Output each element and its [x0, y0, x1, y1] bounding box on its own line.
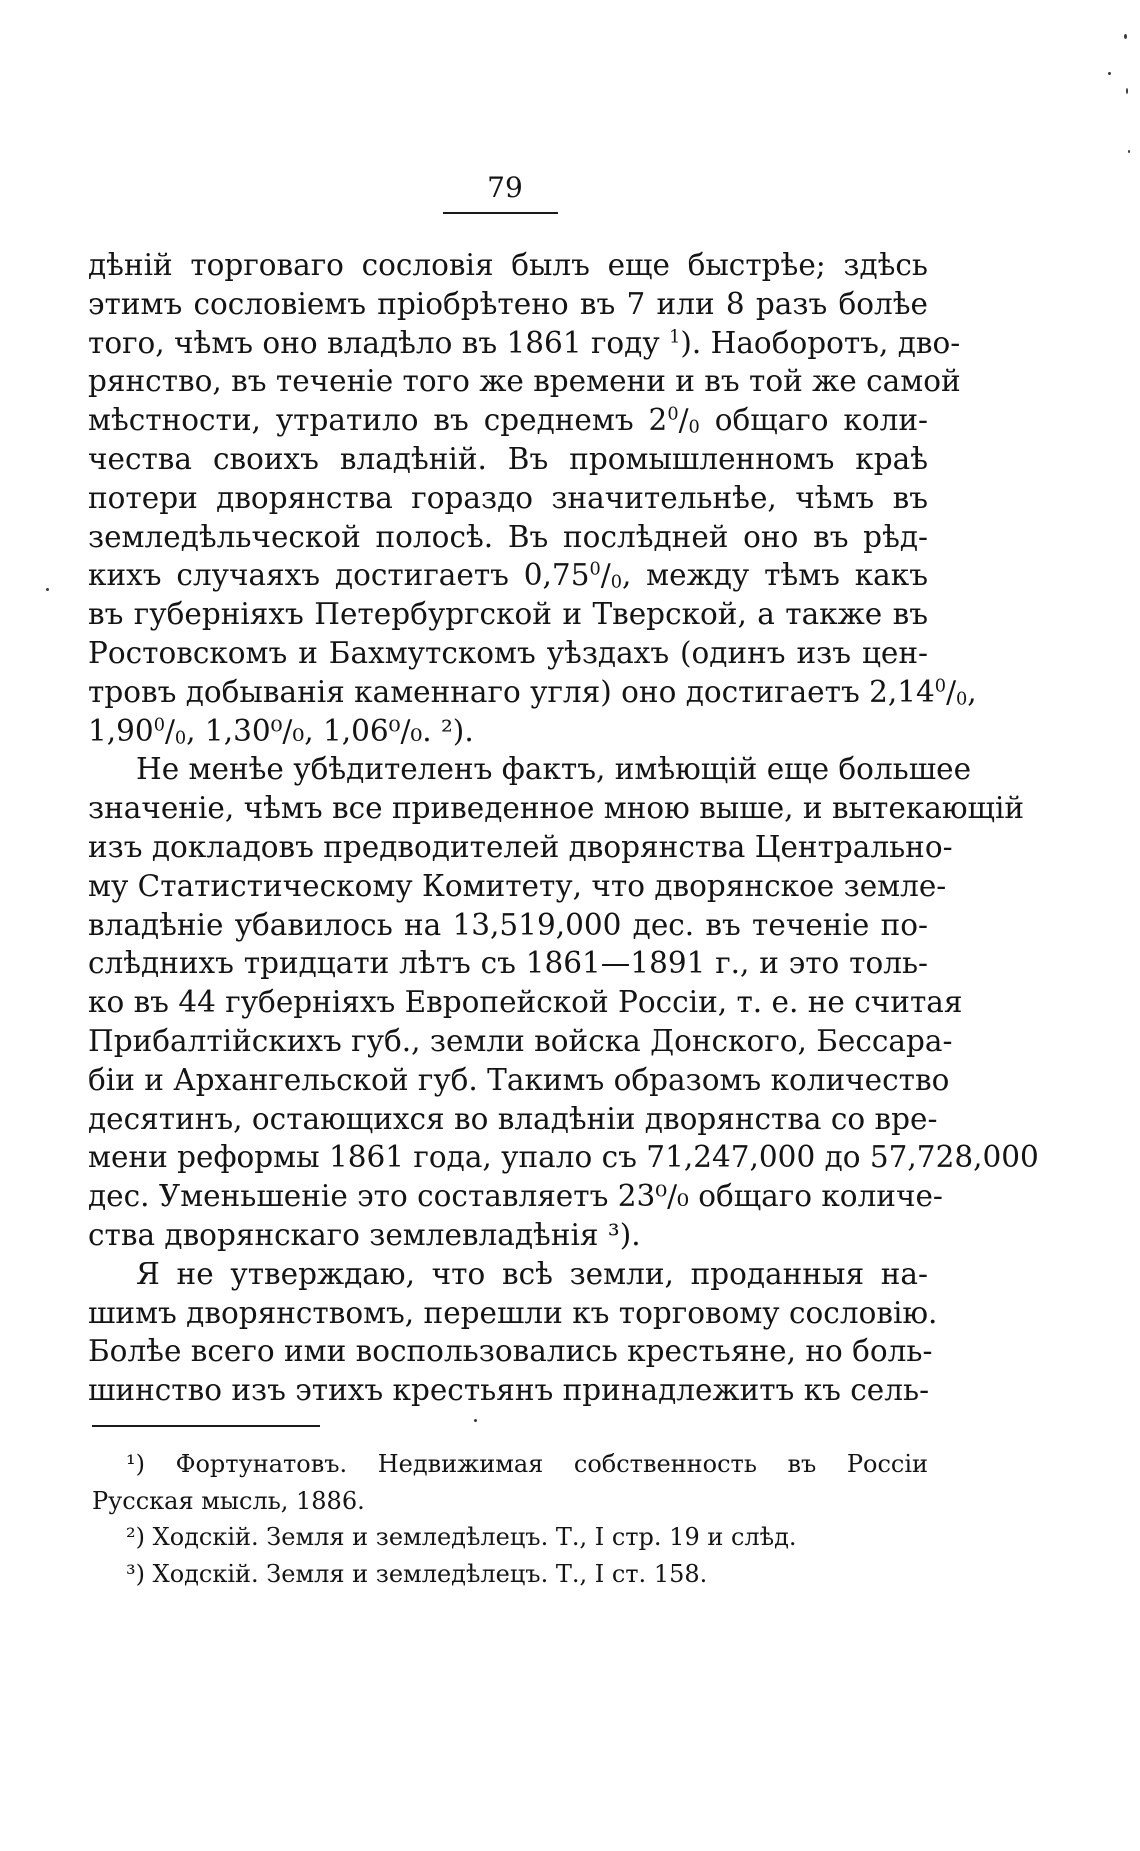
- text-line: му Статистическому Комитету, что дворянское земле-: [88, 868, 947, 903]
- text-line: чества своихъ владѣній. Въ промышленномъ краѣ: [88, 441, 928, 476]
- text-line: десятинъ, остающихся во владѣніи дворянства со вре-: [88, 1101, 938, 1136]
- text-line: мени реформы 1861 года, упало съ 71,247,000 до 57,728,000: [88, 1140, 1039, 1175]
- scan-speck: [46, 588, 49, 591]
- text-line: слѣднихъ тридцати лѣтъ съ 1861—1891 г., и это толь-: [88, 946, 928, 981]
- scan-speck: [1124, 34, 1127, 39]
- text-line: Не менѣе убѣдителенъ фактъ, имѣющій еще большее: [136, 752, 972, 787]
- text-line: тровъ добыванія каменнаго угля) оно достигаетъ $2,14^0/_0$,: [88, 674, 977, 710]
- text-line: шимъ дворянствомъ, перешли къ торговому сословію.: [88, 1295, 938, 1330]
- footnotes: [92, 1446, 928, 1592]
- text-line: Прибалтійскихъ губ., земли войска Донского, Бессара-: [88, 1023, 953, 1058]
- text-line: того, чѣмъ оно владѣло въ 1861 году $^1$). Наоборотъ, дво-: [88, 325, 961, 360]
- text-line: мѣстности, утратило въ среднемъ $2^0/_0$ общаго коли-: [88, 403, 929, 438]
- header-rule: [443, 212, 558, 214]
- footnote-1-cont: Русская мысль, 1886.: [92, 1486, 365, 1515]
- footnote-1: ¹) Фортунатовъ. Недвижимая собственность въ Россіи: [126, 1450, 928, 1478]
- text-line: владѣніе убавилось на 13,519,000 дес. въ теченіе по-: [88, 907, 928, 942]
- text-line: потери дворянства гораздо значительнѣе, чѣмъ въ: [88, 480, 928, 515]
- text-line: шинство изъ этихъ крестьянъ принадлежитъ къ сель-: [88, 1373, 930, 1408]
- text-line: изъ докладовъ предводителей дворянства Центрально-: [88, 829, 953, 864]
- footnote-3: ³) Ходскій. Земля и земледѣлецъ. Т., I ст. 158.: [126, 1559, 708, 1588]
- text-line: кихъ случаяхъ достигаетъ $0,75^0/_0$, между тѣмъ какъ: [88, 558, 928, 594]
- text-line: біи и Архангельской губ. Такимъ образомъ количество: [88, 1062, 950, 1097]
- text-line: дес. Уменьшеніе это составляетъ 23⁰/₀ общаго количе-: [88, 1179, 943, 1214]
- text-line: ко въ 44 губерніяхъ Европейской Россіи, т. е. не считая: [88, 985, 963, 1020]
- scan-speck: [1128, 150, 1130, 153]
- text-line: рянство, въ теченіе того же времени и въ той же самой: [88, 364, 961, 399]
- page-number: 79: [487, 171, 523, 204]
- text-line: Ростовскомъ и Бахмутскомъ уѣздахъ (одинъ изъ цен-: [88, 635, 928, 670]
- text-line: ства дворянскаго землевладѣнія ³).: [88, 1217, 641, 1252]
- text-line: значеніе, чѣмъ все приведенное мною выше, и вытекающій: [88, 791, 1025, 826]
- text-line: $1,90^0/_0$, 1,30⁰/₀, 1,06⁰/₀. ²).: [88, 713, 474, 749]
- text-line: дѣній торговаго сословія былъ еще быстрѣе; здѣсь: [88, 248, 928, 282]
- footnote-2: ²) Ходскій. Земля и земледѣлецъ. Т., I стр. 19 и слѣд.: [126, 1523, 797, 1551]
- text-line: этимъ сословіемъ пріобрѣтено въ 7 или 8 разъ болѣе: [88, 286, 928, 321]
- text-line: Я не утверждаю, что всѣ земли, проданныя на-: [136, 1256, 928, 1291]
- scan-speck: [1126, 88, 1128, 94]
- scan-speck: [474, 1419, 477, 1422]
- text-line: Болѣе всего ими воспользовались крестьяне, но боль-: [88, 1334, 933, 1369]
- scan-speck: [1108, 72, 1111, 75]
- body-text: [88, 246, 1039, 1410]
- text-line: земледѣльческой полосѣ. Въ послѣдней оно въ рѣд-: [88, 519, 928, 554]
- footnote-rule: [92, 1425, 320, 1427]
- footnote-ref: 1: [669, 326, 681, 347]
- text-line: въ губерніяхъ Петербургской и Тверской, а также въ: [88, 597, 928, 632]
